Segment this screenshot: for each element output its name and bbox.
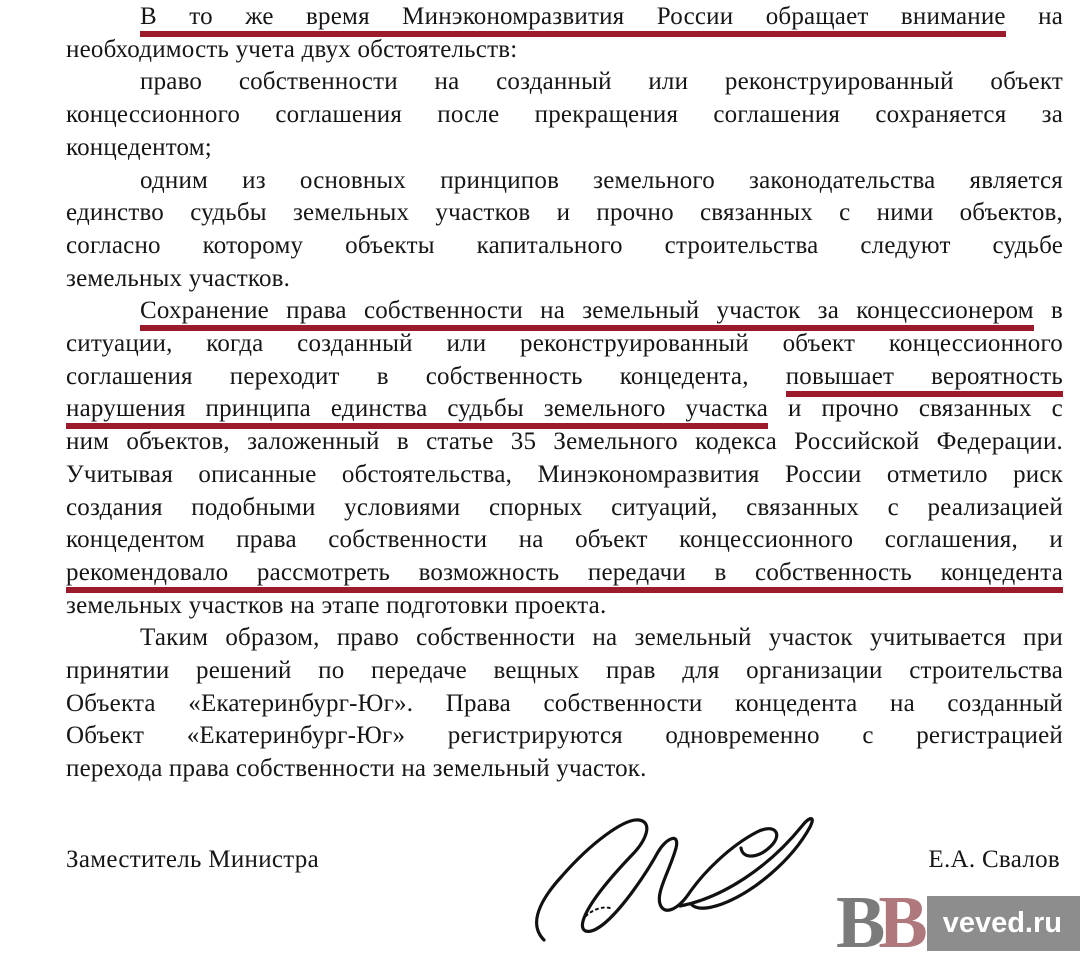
text-line	[66, 66, 1063, 99]
text-line	[66, 295, 1063, 328]
text-segment: земельных участков.	[66, 264, 291, 292]
text-line	[66, 492, 1063, 525]
red-underlined-text: Сохранение права собственности на земельный участок за концессионером	[140, 297, 1034, 331]
text-line	[66, 426, 1063, 459]
text-segment: концессионного соглашения после прекращения соглашения сохраняется за	[66, 101, 1063, 129]
letter-body	[66, 1, 1063, 786]
text-line	[66, 655, 1063, 688]
text-segment: перехода права собственности на земельный участок.	[66, 755, 647, 783]
text-line	[66, 230, 1063, 263]
text-segment: Объект «Екатеринбург-Юг» регистрируются одновременно с регистрацией	[66, 722, 1063, 750]
text-segment: Объекта «Екатеринбург-Юг». Права собственности концедента на созданный	[66, 689, 1063, 717]
text-segment: соглашения переходит в собственность концедента,	[66, 362, 786, 390]
veved-watermark	[835, 882, 1080, 962]
text-segment: единство судьбы земельных участков и прочно связанных с ними объектов,	[66, 199, 1063, 227]
signer-title: Заместитель Министра	[66, 846, 319, 873]
text-line	[66, 753, 1063, 786]
watermark-letter-b1: B	[835, 882, 883, 962]
text-line	[66, 393, 1063, 426]
text-line	[66, 590, 1063, 623]
text-segment: Таким образом, право собственности на земельный участок учитывается при	[140, 624, 1063, 652]
text-line	[66, 132, 1063, 165]
text-segment: в	[1033, 297, 1063, 325]
text-line	[66, 622, 1063, 655]
text-line	[66, 524, 1063, 557]
text-line	[66, 165, 1063, 198]
text-line	[66, 688, 1063, 721]
text-segment: и прочно связанных с	[768, 395, 1063, 423]
text-segment: Учитывая описанные обстоятельства, Минэкономразвития России отметило риск	[66, 460, 1063, 488]
signer-name: Е.А. Свалов	[928, 846, 1060, 873]
text-line	[66, 99, 1063, 132]
text-line	[66, 459, 1063, 492]
text-segment: создания подобными условиями спорных ситуаций, связанных с реализацией	[66, 493, 1063, 521]
red-underlined-text: рекомендовало рассмотреть возможность передачи в собственность концедента	[66, 559, 1063, 593]
text-line	[66, 557, 1063, 590]
watermark-letter-b2: B	[878, 882, 925, 962]
text-line	[66, 34, 1063, 67]
text-segment: на	[1005, 3, 1063, 30]
text-line	[66, 361, 1063, 394]
text-segment: право собственности на созданный или реконструированный объект	[140, 68, 1063, 96]
text-segment: одним из основных принципов земельного законодательства является	[140, 166, 1063, 194]
red-underlined-text: В то же время Минэкономразвития России обращает внимание	[140, 3, 1006, 37]
text-line	[66, 720, 1063, 753]
text-line	[66, 328, 1063, 361]
text-segment: концедентом права собственности на объект концессионного соглашения, и	[66, 526, 1063, 554]
text-segment: принятии решений по передаче вещных прав для организации строительства	[66, 657, 1063, 685]
text-line	[66, 263, 1063, 296]
text-segment: земельных участков на этапе подготовки проекта.	[66, 591, 607, 619]
watermark-site-label: veved.ru	[927, 896, 1080, 951]
text-segment: ним объектов, заложенный в статье 35 Земельного кодекса Российской Федерации.	[66, 428, 1063, 456]
text-segment: необходимость учета двух обстоятельств:	[66, 35, 518, 63]
red-underlined-text: повышает вероятность	[786, 363, 1063, 397]
red-underlined-text: нарушения принципа единства судьбы земельного участка	[66, 395, 768, 429]
text-line	[66, 1, 1063, 34]
text-segment: согласно которому объекты капитального строительства следуют судьбе	[66, 231, 1063, 259]
text-segment: концедентом;	[66, 133, 212, 161]
text-line	[66, 197, 1063, 230]
text-segment: ситуации, когда созданный или реконструированный объект концессионного	[66, 330, 1063, 358]
handwritten-signature	[530, 788, 870, 960]
